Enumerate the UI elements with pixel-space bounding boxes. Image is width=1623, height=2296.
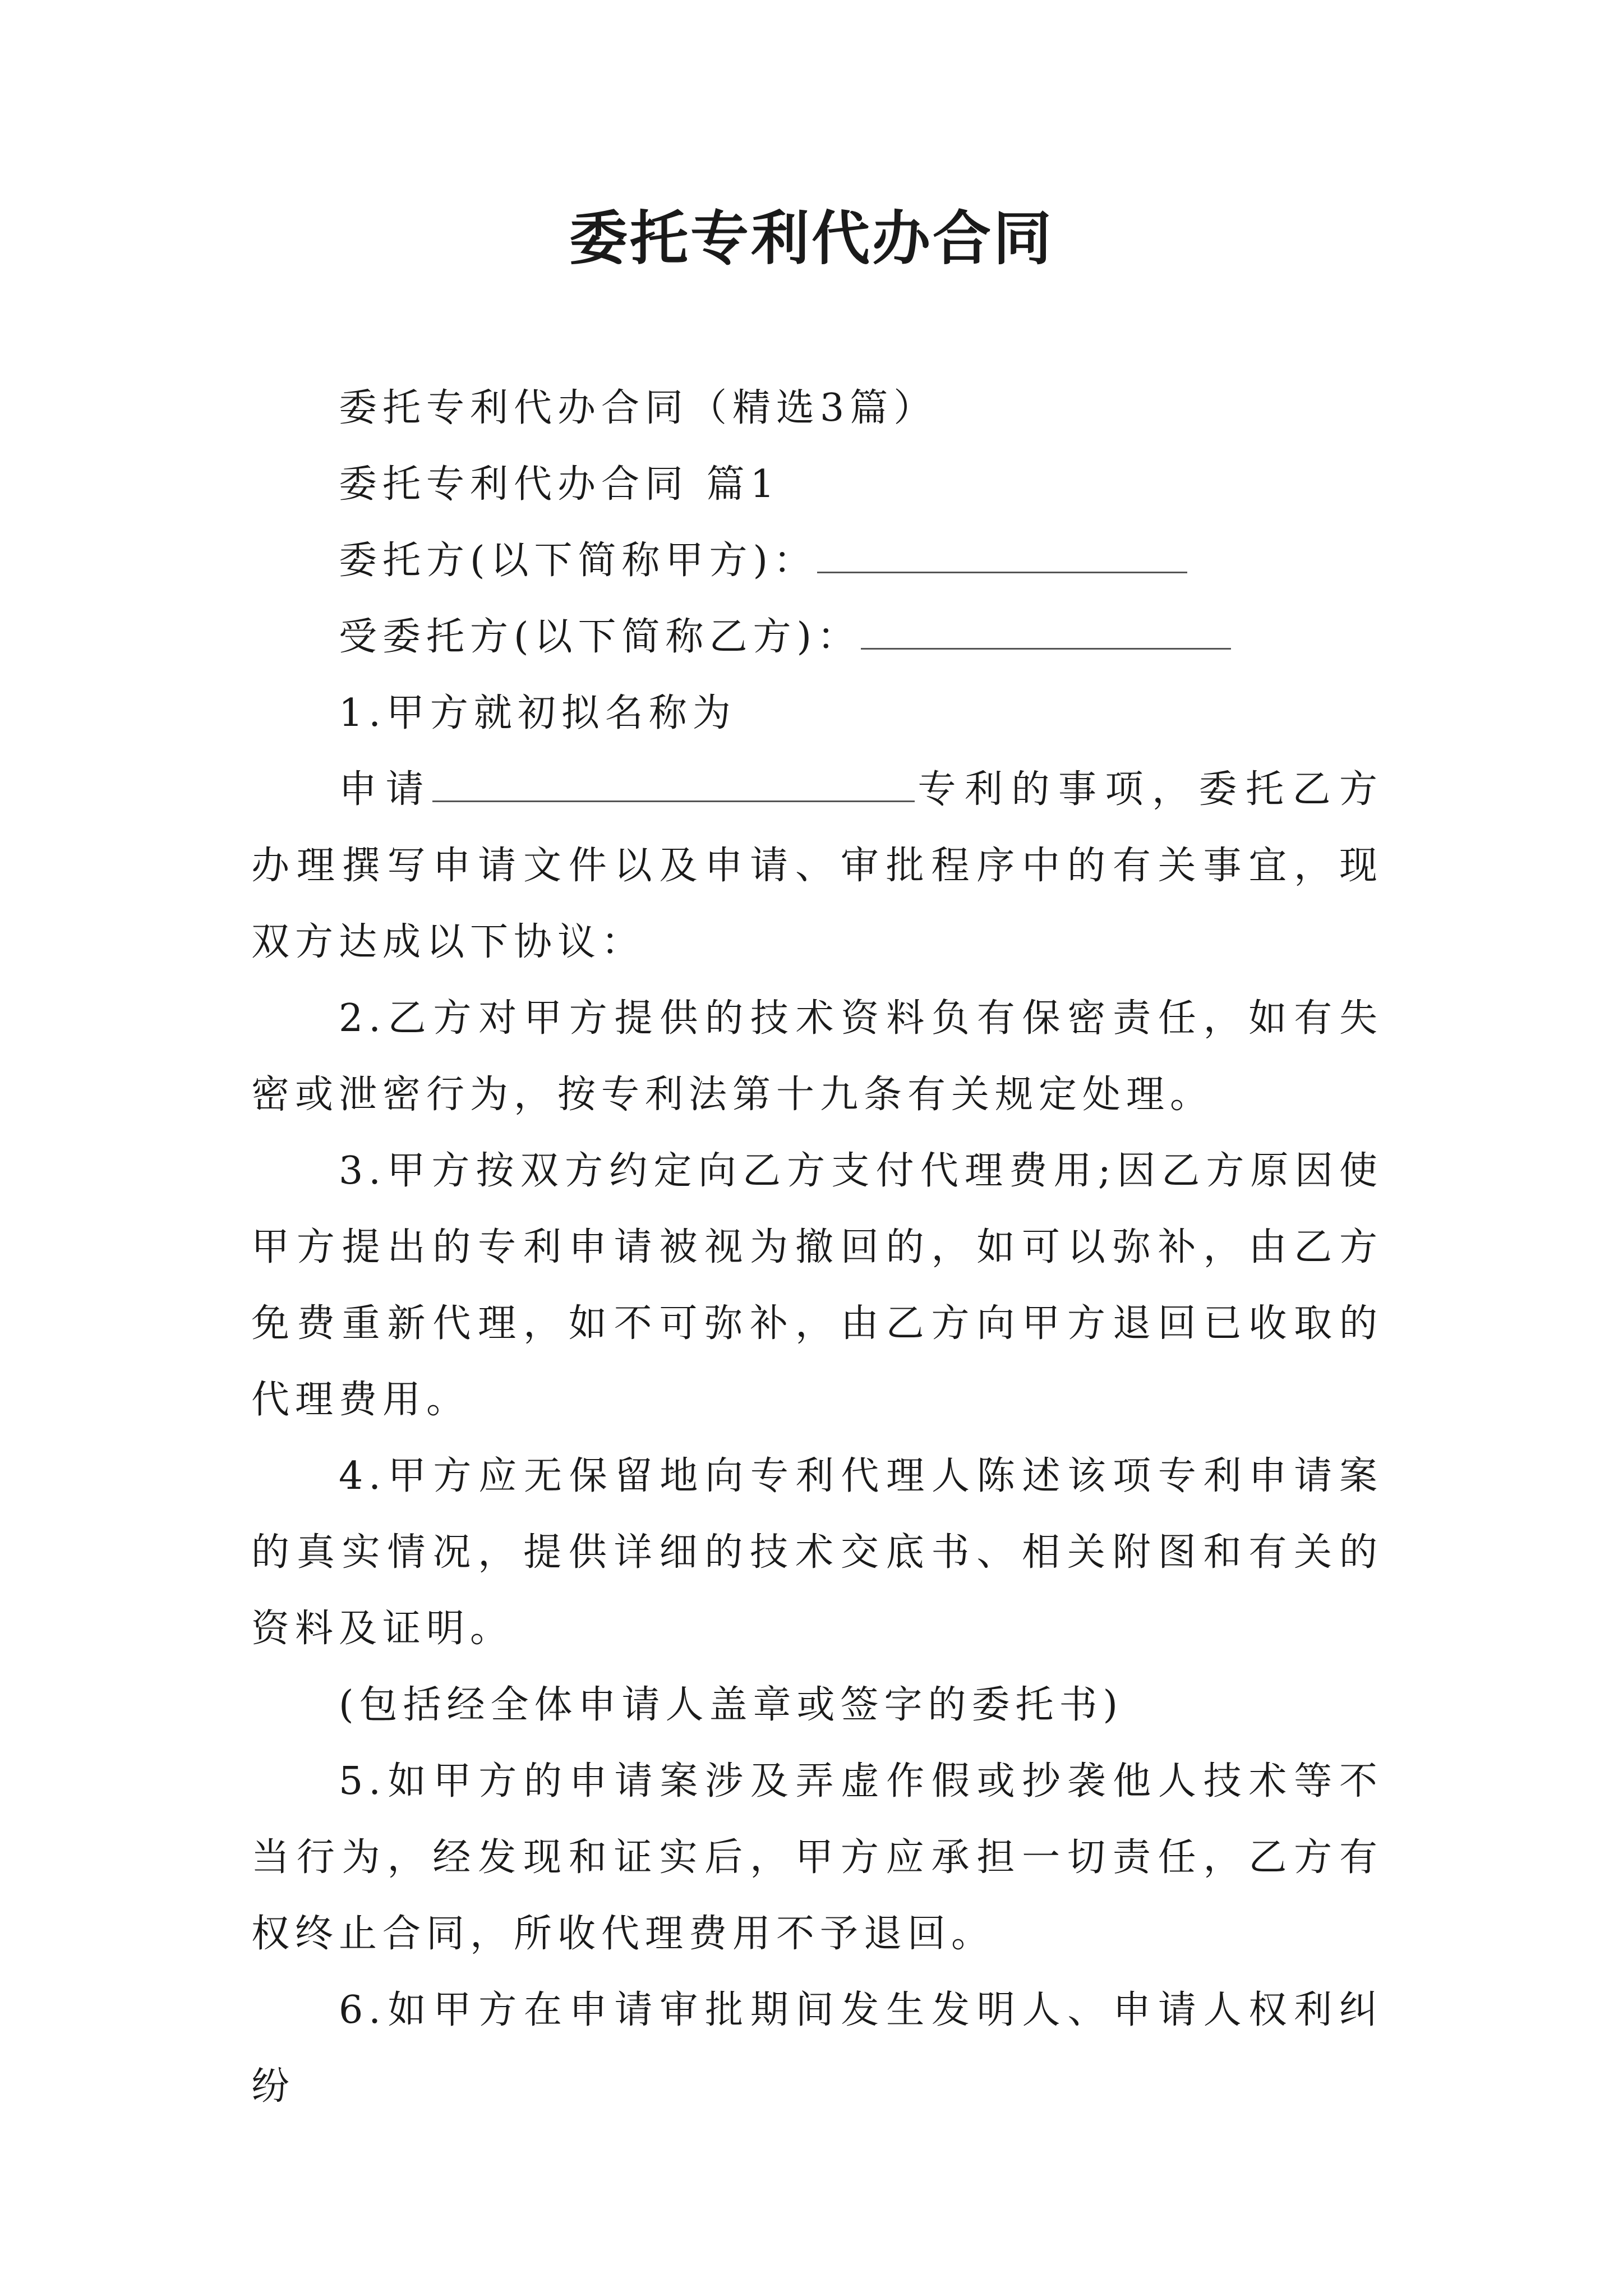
paragraph-clause-3: 3.甲方按双方约定向乙方支付代理费用;因乙方原因使甲方提出的专利申请被视为撤回的，如可以弥补，由乙方免费重新代理，如不可弥补，由乙方向甲方退回已收取的代理费用。 <box>251 1149 1383 1422</box>
document-title: 委托专利代办合同 <box>569 204 1054 273</box>
paragraph-clause-2: 2.乙方对甲方提供的技术资料负有保密责任，如有失密或泄密行为，按专利法第十九条有关规定处理。 <box>251 996 1383 1117</box>
paragraph-subtitle: 委托专利代办合同（精选3篇） <box>339 386 938 430</box>
paragraph-party-a <box>251 523 1383 599</box>
paragraph-clause-4-note: (包括经全体申请人盖章或签字的委托书) <box>339 1683 1124 1727</box>
document-body <box>251 370 1383 2125</box>
apply-text: 专利的事项，委托乙方办理撰写申请文件以及申请、审批程序中的有关事宜，现双方达成以下协议： <box>251 767 1383 964</box>
patent-name-blank-line <box>432 756 915 802</box>
paragraph-clause-1: 1.甲方就初拟名称为 <box>339 691 736 735</box>
paragraph-clause-1-continued <box>251 752 1383 981</box>
apply-label: 申请 <box>339 767 432 812</box>
paragraph-clause-4: 4.甲方应无保留地向专利代理人陈述该项专利申请案的真实情况，提供详细的技术交底书、相关附图和有关的资料及证明。 <box>251 1454 1383 1651</box>
party-a-blank-line <box>817 527 1187 573</box>
paragraph-party-b <box>251 599 1383 675</box>
party-a-label: 委托方(以下简称甲方)： <box>339 539 818 583</box>
party-b-label: 受委托方(以下简称乙方)： <box>339 615 861 659</box>
paragraph-section-heading: 委托专利代办合同 篇1 <box>339 462 780 507</box>
party-b-blank-line <box>861 603 1231 650</box>
paragraph-clause-5: 5.如甲方的申请案涉及弄虚作假或抄袭他人技术等不当行为，经发现和证实后，甲方应承担一切责任，乙方有权终止合同，所收代理费用不予退回。 <box>251 1759 1383 1956</box>
paragraph-clause-6: 6.如甲方在申请审批期间发生发明人、申请人权利纠纷 <box>251 1988 1383 2109</box>
